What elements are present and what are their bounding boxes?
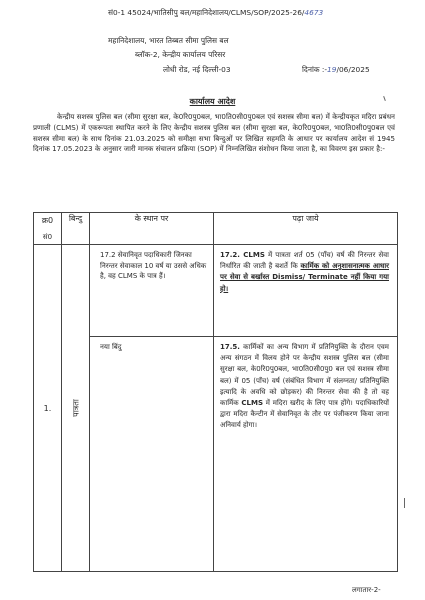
- office-order-heading: [0, 96, 425, 107]
- clause-17-2-number: 17.2. CLMS: [220, 251, 265, 259]
- clause-17-5-text-end: में मदिरा खरीद के लिए पात्र होंगे। पदाधिकारियों द्वारा मदिरा कैन्टीन में सेवानिवृत के तौर पर पंजीकरण किया जाना अनिवार्य होगा।: [220, 399, 389, 430]
- read-as-header: पढ़ा जाये: [214, 213, 398, 245]
- old-provision-cell-1: [90, 245, 214, 337]
- clause-17-5-number: 17.5.: [220, 343, 240, 351]
- clause-17-5-clms: CLMS: [241, 399, 263, 408]
- serial-cell: 1.: [34, 245, 62, 572]
- date-label: दिनांक :-: [302, 65, 328, 74]
- old-provision-text-2: नया बिंदु: [100, 343, 122, 351]
- reference-number: [108, 8, 323, 17]
- reference-number-handwritten: 4673: [304, 8, 324, 17]
- issue-date: [302, 65, 370, 74]
- new-provision-text-1: [214, 245, 397, 299]
- clause-17-2-text: में पात्रता शर्त 05 (पाँच) वर्ष की निरन्तर सेवा निर्धारित की जाती है बशर्ते कि: [220, 251, 389, 271]
- office-address-road: लोधी रोड, नई दिल्ली-03: [163, 65, 231, 74]
- point-cell: [62, 245, 90, 572]
- date-month-year: /06/2025: [336, 65, 370, 74]
- continued-footer: लगातार-2-: [352, 586, 381, 594]
- serial-header-bottom: सं0: [42, 233, 53, 241]
- point-label-rotated: पात्रता: [71, 399, 80, 417]
- office-name: महानिदेशालय, भारत तिब्बत सीमा पुलिस बल: [108, 36, 229, 45]
- clause-17-5-text: कार्मिकों का अन्य विभाग में प्रतिनियुक्ति के दौरान एवम अन्य संगठन में विलय होने पर केन्द्रीय सशस्त्र पुलिस बल (सीमा सुरक्षा बल, के0रि0पु0बल, भा0ति0सी0पु0 बल एवं सशस्त्र सीमा बल) में 05 (पाँच) वर्ष (संबंधित विभाग में संलग्नता/ प्रतिनियुक्ति इत्यादि के अवधि को छोड़कर) की निरन्तर सेवा की है तो वह कार्मिक: [220, 343, 389, 408]
- old-provision-cell-2: [90, 337, 214, 572]
- amendment-table: [33, 212, 398, 572]
- margin-mark: [404, 498, 405, 508]
- clause-17-2-underlined: कार्मिक को अनुशासनात्मक आधार पर सेवा से बर्खास्त Dismiss/ Terminate नहीं किया गया हो।: [220, 262, 389, 293]
- new-provision-text-2: [214, 337, 397, 436]
- order-paragraph: केन्द्रीय सशस्त्र पुलिस बल (सीमा सुरक्षा बल, के0रि0पु0बल, भा0ति0सी0पु0बल एवं सशस्त्र सीमा बल) में केन्द्रीयकृत मदिरा प्रबंधन प्रणाली (CLMS) में एकरूपता स्थापित करने के लिए केन्द्रीय सशस्त्र पुलिस बल (सीमा सुरक्षा बल, के0रि0पु0बल, भा0ति0सी0पु0बल एवं सशस्त्र सीमा बल) के साथ दिनांक 21.03.2025 को समीक्षा सभा बिन्दुओं पर लिखित सहमति के आधार पर कार्यालय आदेश सं 1945 दिनांक 17.05.2023 के अनुसार जारी मानक संचालन प्रक्रिया (SOP) में निम्नलिखित संशोधन किया जाता है, का विवरण इस प्रकार है:-: [33, 112, 395, 154]
- reference-number-text: सं0-1 45024/भातिसीपु बल/महानिदेशालय/CLMS/SOP/2025-26/: [108, 8, 305, 17]
- old-provision-text-1: 17.2 सेवानिवृत पदाधिकारी जिनका निरन्तर सेवाकाल 10 वर्ष या उससे अधिक है, वह CLMS के पात्र हैं।: [100, 251, 207, 280]
- new-provision-cell-1: [214, 245, 398, 337]
- new-provision-cell-2: [214, 337, 398, 572]
- date-day-handwritten: 19: [327, 65, 337, 74]
- office-address-block: ब्लॉक-2, केन्द्रीय कार्यालय परिसर: [135, 50, 226, 59]
- point-header: बिन्दु: [62, 213, 90, 245]
- instead-of-header: के स्थान पर: [90, 213, 214, 245]
- heading-text: कार्यालय आदेश: [189, 97, 236, 106]
- serial-header-top: क्र0: [41, 216, 54, 225]
- serial-header: [34, 213, 62, 245]
